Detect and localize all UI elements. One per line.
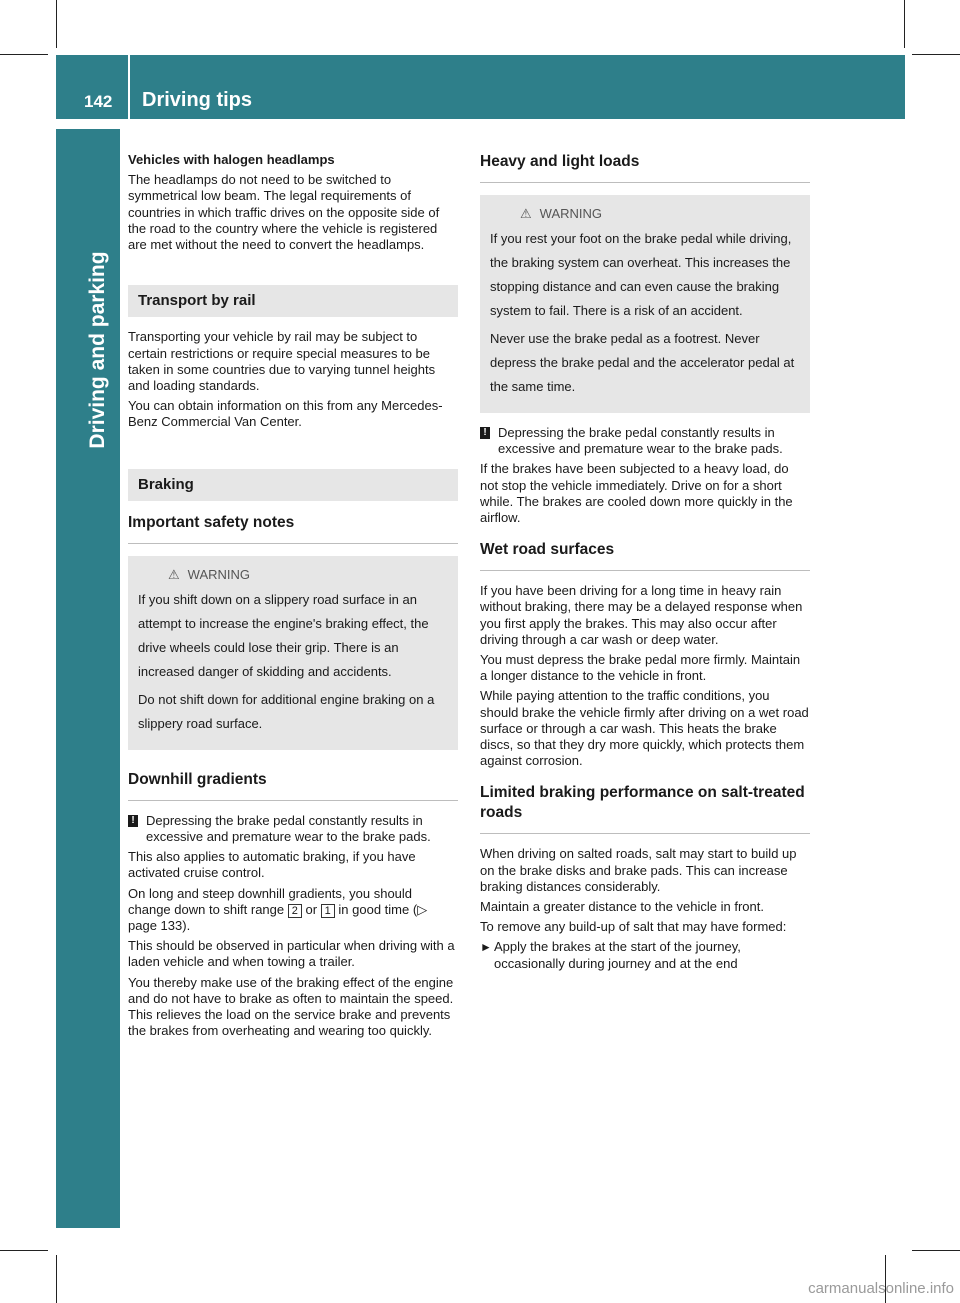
note-text: Depressing the brake pedal constantly results in excessive and premature wear to the brake pads. — [146, 812, 431, 845]
warning-title: WARNING — [539, 206, 603, 221]
instruction-step — [480, 939, 810, 971]
downhill-text-part: ). — [182, 918, 191, 934]
downhill-text-part: On long and steep downhill gradients, you should change down to shift range — [128, 885, 413, 917]
salt-text: To remove any build-up of salt that may have formed: — [480, 919, 787, 935]
crop-mark — [56, 0, 57, 48]
warning-box — [480, 195, 810, 413]
warning-box — [128, 556, 458, 750]
loads-text: If the brakes have been subjected to a heavy load, do not stop the vehicle immediately. Drive on for a short while. The brakes are cooled down more quickly in the airflow. — [480, 461, 793, 526]
page-reference[interactable]: page 133 — [128, 918, 183, 934]
downhill-text: This also applies to automatic braking, if you have activated cruise control. — [128, 849, 416, 881]
page-ref-arrow-icon: ▷ — [417, 901, 428, 917]
downhill-text: You thereby make use of the braking effect of the engine and do not have to brake as often to maintain the speed. This relieves the load on the service brake and prevents the brakes from overheating and wearing too quickly. — [128, 974, 454, 1039]
crop-mark — [0, 54, 48, 55]
crop-mark — [912, 54, 960, 55]
warning-header — [520, 205, 800, 223]
note-item — [480, 425, 810, 457]
loads-heading: Heavy and light loads — [480, 152, 810, 183]
page-title: Driving tips — [142, 89, 253, 111]
downhill-text — [128, 886, 458, 935]
warning-title: WARNING — [187, 566, 251, 582]
downhill-text-part: or — [305, 901, 318, 917]
downhill-text-part: in good time ( — [338, 901, 418, 917]
shift-range-key: 2 — [288, 904, 302, 918]
section-transport-rail: Transport by rail — [128, 285, 458, 317]
wet-text: While paying attention to the traffic conditions, you should brake the vehicle firmly after driving on a wet road surface or through a car wash. This heats the brake discs, so that they dry more quickly, which protects them against corrosion. — [480, 688, 809, 769]
page-number: 142 — [84, 92, 113, 111]
halogen-heading: Vehicles with halogen headlamps — [128, 152, 335, 167]
shift-range-key: 1 — [321, 904, 335, 918]
header-divider — [128, 55, 130, 119]
wet-text: If you have been driving for a long time in heavy rain without braking, there may be a delayed response when you first apply the brakes. This may also occur after driving through a car wash or deep water. — [480, 583, 803, 647]
downhill-heading: Downhill gradients — [128, 770, 458, 801]
note-exclamation-icon: ! — [480, 427, 490, 439]
note-text: Depressing the brake pedal constantly results in excessive and premature wear to the brake pads. — [498, 425, 783, 457]
note-exclamation-icon: ! — [128, 815, 138, 827]
rail-text: Transporting your vehicle by rail may be subject to certain restrictions or require special measures to be taken in some countries due to varying tunnel heights and loading standards. — [128, 329, 436, 394]
step-text: Apply the brakes at the start of the journey, occasionally during journey and at the end — [494, 939, 741, 971]
safety-notes-heading: Important safety notes — [128, 513, 458, 544]
downhill-text: This should be observed in particular when driving with a laden vehicle and when towing a trailer. — [128, 938, 455, 970]
wet-road-heading: Wet road surfaces — [480, 540, 810, 571]
chapter-label: Driving and parking — [86, 251, 109, 449]
warning-triangle-icon: ⚠ — [520, 206, 532, 221]
halogen-text: The headlamps do not need to be switched to symmetrical low beam. The legal requirements of countries in which traffic drives on the opposite side of the road to the country where the vehicle is registered are met without the need to convert the headlamps. — [128, 172, 440, 253]
warning-text: Never use the brake pedal as a footrest. Never depress the brake pedal and the accelerator pedal at the same time. — [490, 331, 795, 394]
crop-mark — [912, 1250, 960, 1251]
warning-triangle-icon: ⚠ — [168, 566, 180, 582]
crop-mark — [56, 1255, 57, 1303]
wet-text: You must depress the brake pedal more firmly. Maintain a longer distance to the vehicle in front. — [480, 652, 801, 684]
right-column — [480, 152, 810, 972]
section-braking: Braking — [128, 469, 458, 501]
left-column — [128, 152, 458, 1043]
watermark-text: carmanualsonline.info — [808, 1280, 954, 1297]
salt-road-heading: Limited braking performance on salt-treated roads — [480, 783, 810, 834]
crop-mark — [0, 1250, 48, 1251]
crop-mark — [904, 0, 905, 48]
warning-header — [168, 566, 448, 584]
salt-text: Maintain a greater distance to the vehicle in front. — [480, 899, 764, 915]
warning-text: Do not shift down for additional engine braking on a slippery road surface. — [138, 691, 435, 731]
note-item — [128, 813, 458, 845]
warning-text: If you shift down on a slippery road surface in an attempt to increase the engine's braking effect, the drive wheels could lose their grip. There is an increased danger of skidding and accidents. — [138, 591, 429, 679]
warning-text: If you rest your foot on the brake pedal while driving, the braking system can overheat. This increases the stopping distance and can even cause the braking system to fail. There is a risk of an accident. — [490, 231, 792, 318]
step-arrow-icon: ► — [480, 940, 492, 955]
rail-text: You can obtain information on this from any Mercedes-Benz Commercial Van Center. — [128, 398, 443, 430]
salt-text: When driving on salted roads, salt may start to build up on the brake disks and brake pads. This can increase braking distances considerably. — [480, 846, 797, 894]
